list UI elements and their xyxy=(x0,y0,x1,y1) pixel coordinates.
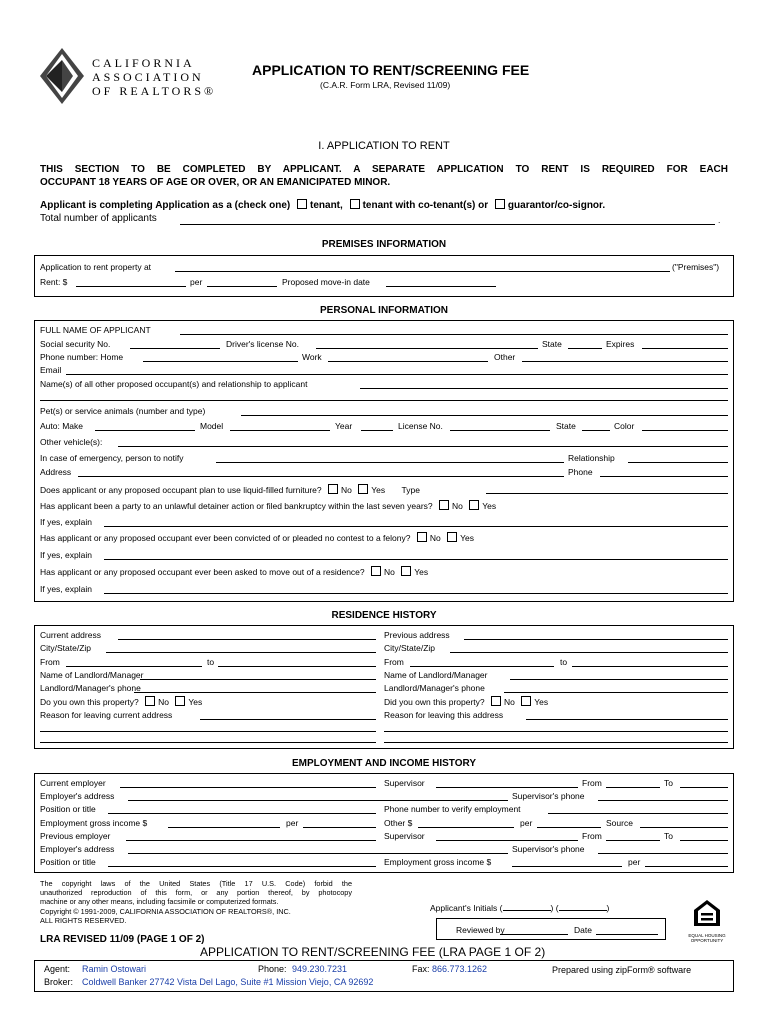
premises-suffix: ("Premises") xyxy=(672,262,720,272)
previous-address-label: Previous address xyxy=(384,630,450,640)
source-field[interactable] xyxy=(640,827,728,828)
previous-address-field[interactable] xyxy=(464,639,728,640)
logo-line-1: CALIFORNIA xyxy=(92,56,195,70)
rent-per-field[interactable] xyxy=(207,286,277,287)
detainer-if-yes-label: If yes, explain xyxy=(40,517,92,527)
equal-housing-logo xyxy=(686,898,728,944)
furniture-yes-label: Yes xyxy=(371,485,386,495)
rent-label: Rent: $ xyxy=(40,277,68,287)
current-landlord-field[interactable] xyxy=(140,679,376,680)
total-applicants-field[interactable] xyxy=(180,224,715,225)
previous-gross-income-per-field[interactable] xyxy=(645,866,728,867)
revised-label: LRA REVISED 11/09 (PAGE 1 OF 2) xyxy=(40,934,205,945)
eho-line-1: EQUAL HOUSING xyxy=(688,933,726,938)
gross-income-per-label: per xyxy=(286,818,299,828)
move-out-row xyxy=(40,566,428,577)
supervisor-phone-field[interactable] xyxy=(598,800,728,801)
email-field[interactable] xyxy=(66,374,728,375)
employment-heading: EMPLOYMENT AND INCOME HISTORY xyxy=(291,758,477,769)
license-field[interactable] xyxy=(450,430,550,431)
full-name-field[interactable] xyxy=(180,334,728,335)
other-income-field[interactable] xyxy=(418,827,514,828)
logo-line-3: OF REALTORS® xyxy=(92,84,217,98)
previous-employer-field[interactable] xyxy=(126,840,376,841)
previous-landlord-phone-field[interactable] xyxy=(504,692,728,693)
felony-row xyxy=(40,532,474,543)
bottom-title: APPLICATION TO RENT/SCREENING FEE (LRA PAGE 1 OF 2) xyxy=(200,945,546,959)
employment-from-label: From xyxy=(582,778,602,788)
current-employer-label: Current employer xyxy=(40,778,106,788)
tenant-label: tenant, xyxy=(310,200,343,211)
felony-explain-field[interactable] xyxy=(104,559,728,560)
previous-from-label-emp: From xyxy=(582,831,602,841)
email-label: Email xyxy=(40,365,62,375)
employment-to-field[interactable] xyxy=(680,787,728,788)
felony-question: Has applicant or any proposed occupant ever been convicted of or pleaded no contest to a felony? xyxy=(40,533,411,543)
year-field[interactable] xyxy=(361,430,393,431)
work-field[interactable] xyxy=(328,361,488,362)
previous-employer-label: Previous employer xyxy=(40,831,111,841)
previous-supervisor-phone-field[interactable] xyxy=(598,853,728,854)
phone-home-field[interactable] xyxy=(143,361,298,362)
current-employer-field[interactable] xyxy=(120,787,376,788)
form-subtitle: (C.A.R. Form LRA, Revised 11/09) xyxy=(320,80,451,90)
detainer-row xyxy=(40,500,496,511)
other-income-per-field[interactable] xyxy=(537,827,601,828)
verify-phone-field[interactable] xyxy=(548,813,728,814)
current-city-field[interactable] xyxy=(106,652,376,653)
emergency-address-field[interactable] xyxy=(78,476,564,477)
previous-to-label: to xyxy=(560,657,568,667)
previous-position-field[interactable] xyxy=(108,866,376,867)
move-out-if-yes-label: If yes, explain xyxy=(40,584,92,594)
previous-employer-address-label: Employer's address xyxy=(40,844,115,854)
logo-line-2: ASSOCIATION xyxy=(92,70,204,84)
expires-label: Expires xyxy=(606,339,635,349)
auto-state-field[interactable] xyxy=(582,430,610,431)
previous-to-field-emp[interactable] xyxy=(680,840,728,841)
rent-field[interactable] xyxy=(76,286,186,287)
reason-previous-label: Reason for leaving this address xyxy=(384,710,504,720)
gross-income-label: Employment gross income $ xyxy=(40,818,148,828)
detainer-no-label: No xyxy=(452,501,463,511)
initials-label xyxy=(430,902,609,913)
premises-heading: PREMISES INFORMATION xyxy=(321,239,447,250)
reviewed-by-field[interactable] xyxy=(500,934,568,935)
property-label: Application to rent property at xyxy=(40,262,152,272)
previous-employer-address-field[interactable] xyxy=(128,853,508,854)
initials-field-2[interactable] xyxy=(559,902,607,911)
move-out-no-label: No xyxy=(384,567,395,577)
reason-current-label: Reason for leaving current address xyxy=(40,710,173,720)
relationship-field[interactable] xyxy=(628,462,728,463)
total-applicants-label: Total number of applicants xyxy=(40,213,157,224)
car-logo xyxy=(36,46,88,106)
initials-mid: ) ( xyxy=(550,903,559,913)
detainer-no-checkbox[interactable] xyxy=(439,500,449,510)
move-out-no-checkbox[interactable] xyxy=(371,566,381,576)
furniture-type-field[interactable] xyxy=(486,493,728,494)
employer-address-field[interactable] xyxy=(128,800,508,801)
furniture-no-checkbox[interactable] xyxy=(328,484,338,494)
felony-if-yes-label: If yes, explain xyxy=(40,550,92,560)
move-out-yes-label: Yes xyxy=(414,567,429,577)
felony-yes-label: Yes xyxy=(460,533,474,543)
year-label: Year xyxy=(335,421,353,431)
own-current-yes-label: Yes xyxy=(188,697,203,707)
position-field[interactable] xyxy=(108,813,376,814)
previous-from-label: From xyxy=(384,657,404,667)
previous-landlord-label: Name of Landlord/Manager xyxy=(384,670,488,680)
own-previous-no-label: No xyxy=(504,697,515,707)
move-in-field[interactable] xyxy=(386,286,496,287)
copyright-line: machine or any other means, including facsimile or computerized formats. xyxy=(40,897,279,907)
dl-state-field[interactable] xyxy=(568,348,602,349)
previous-city-field[interactable] xyxy=(450,652,728,653)
other-vehicles-field[interactable] xyxy=(118,446,728,447)
own-current-row xyxy=(40,696,202,707)
full-name-label: FULL NAME OF APPLICANT xyxy=(40,325,151,335)
reason-current-field-2[interactable] xyxy=(40,731,376,732)
auto-make-field[interactable] xyxy=(95,430,195,431)
employment-to-label: To xyxy=(664,778,673,788)
current-address-label: Current address xyxy=(40,630,101,640)
color-field[interactable] xyxy=(642,430,728,431)
detainer-question: Has applicant been a party to an unlawful detainer action or filed bankruptcy within the last seven years? xyxy=(40,501,433,511)
own-current-no-checkbox[interactable] xyxy=(145,696,155,706)
detainer-yes-label: Yes xyxy=(482,501,497,511)
furniture-row xyxy=(40,484,420,495)
source-label: Source xyxy=(606,818,633,828)
ssn-label: Social security No. xyxy=(40,339,111,349)
emergency-label: In case of emergency, person to notify xyxy=(40,453,184,463)
emergency-field[interactable] xyxy=(216,462,564,463)
move-out-yes-checkbox[interactable] xyxy=(401,566,411,576)
agent-fax[interactable]: 866.773.1262 xyxy=(432,964,488,974)
cotenant-checkbox[interactable] xyxy=(350,199,360,209)
own-previous-row xyxy=(384,696,548,707)
property-field[interactable] xyxy=(175,271,670,272)
eho-line-2: OPPORTUNITY xyxy=(690,938,724,943)
auto-make-label: Auto: Make xyxy=(40,421,83,431)
license-label: License No. xyxy=(398,421,443,431)
emergency-phone-label: Phone xyxy=(568,467,593,477)
current-landlord-label: Name of Landlord/Manager xyxy=(40,670,144,680)
reviewed-by-label: Reviewed by xyxy=(456,925,505,935)
previous-to-field[interactable] xyxy=(572,666,728,667)
intro-line-1: THIS SECTION TO BE COMPLETED BY APPLICANT. A SEPARATE APPLICATION TO RENT IS REQUIRED FOR EACH xyxy=(40,164,728,175)
other-phone-field[interactable] xyxy=(522,361,728,362)
previous-gross-income-label: Employment gross income $ xyxy=(384,857,492,867)
own-previous-yes-checkbox[interactable] xyxy=(521,696,531,706)
position-label: Position or title xyxy=(40,804,96,814)
expires-field[interactable] xyxy=(642,348,728,349)
residence-heading: RESIDENCE HISTORY xyxy=(331,610,437,621)
pets-field[interactable] xyxy=(241,415,728,416)
agent-name[interactable]: Ramin Ostowari xyxy=(82,964,147,974)
furniture-question: Does applicant or any proposed occupant plan to use liquid-filled furniture? xyxy=(40,485,322,495)
current-from-field[interactable] xyxy=(66,666,202,667)
previous-from-field[interactable] xyxy=(410,666,554,667)
dl-field[interactable] xyxy=(316,348,538,349)
move-out-question: Has applicant or any proposed occupant ever been asked to move out of a residence? xyxy=(40,567,365,577)
emergency-phone-field[interactable] xyxy=(600,476,728,477)
felony-no-label: No xyxy=(429,533,441,543)
ssn-field[interactable] xyxy=(130,348,220,349)
supervisor-label: Supervisor xyxy=(384,778,425,788)
phone-home-label: Phone number: Home xyxy=(40,352,124,362)
equal-housing-icon xyxy=(692,898,722,928)
own-current-yes-checkbox[interactable] xyxy=(175,696,185,706)
previous-supervisor-field[interactable] xyxy=(436,840,578,841)
color-label: Color xyxy=(614,421,635,431)
section-heading: I. APPLICATION TO RENT xyxy=(318,140,450,152)
guarantor-label: guarantor/co-signor. xyxy=(507,200,606,211)
initials-close: ) xyxy=(606,903,610,913)
applicant-type-row xyxy=(40,199,605,211)
gross-income-per-field[interactable] xyxy=(303,827,376,828)
current-landlord-phone-label: Landlord/Manager's phone xyxy=(40,683,141,693)
copyright-line: Copyright © 1991-2009, CALIFORNIA ASSOCIATION OF REALTORS®, INC. xyxy=(40,906,291,916)
cotenant-label: tenant with co-tenant(s) or xyxy=(362,200,489,211)
occupants-field[interactable] xyxy=(360,388,728,389)
current-landlord-phone-field[interactable] xyxy=(134,692,376,693)
work-label: Work xyxy=(302,352,322,362)
initials-open: Applicant's Initials ( xyxy=(430,903,503,913)
previous-landlord-field[interactable] xyxy=(510,679,728,680)
check-prompt: Applicant is completing Application as a (check one) xyxy=(40,200,291,211)
other-phone-label: Other xyxy=(494,352,516,362)
previous-to-label-emp: To xyxy=(664,831,673,841)
emergency-address-label: Address xyxy=(40,467,72,477)
own-current-no-label: No xyxy=(158,697,169,707)
fax-label: Fax: xyxy=(412,964,430,974)
agent-label: Agent: xyxy=(44,964,71,974)
logo-name xyxy=(92,56,216,98)
broker-label: Broker: xyxy=(44,977,74,987)
own-current-question: Do you own this property? xyxy=(40,697,139,707)
previous-gross-income-field[interactable] xyxy=(512,866,622,867)
period-mark: . xyxy=(718,215,721,225)
furniture-yes-checkbox[interactable] xyxy=(358,484,368,494)
other-income-label: Other $ xyxy=(384,818,413,828)
initials-field-1[interactable] xyxy=(503,902,551,911)
dl-state-label: State xyxy=(542,339,562,349)
own-previous-no-checkbox[interactable] xyxy=(491,696,501,706)
other-vehicles-label: Other vehicle(s): xyxy=(40,437,103,447)
furniture-type-label: Type xyxy=(401,485,420,495)
supervisor-phone-label: Supervisor's phone xyxy=(512,791,585,801)
previous-position-label: Position or title xyxy=(40,857,96,867)
pets-label: Pet(s) or service animals (number and type) xyxy=(40,406,206,416)
review-date-field[interactable] xyxy=(596,934,658,935)
previous-landlord-phone-label: Landlord/Manager's phone xyxy=(384,683,485,693)
reason-current-field[interactable] xyxy=(200,719,376,720)
current-city-label: City/State/Zip xyxy=(40,643,92,653)
tenant-checkbox[interactable] xyxy=(297,199,307,209)
phone-label: Phone: xyxy=(258,964,287,974)
supervisor-field[interactable] xyxy=(436,787,578,788)
own-previous-question: Did you own this property? xyxy=(384,697,485,707)
personal-heading: PERSONAL INFORMATION xyxy=(320,305,448,316)
gross-income-field[interactable] xyxy=(168,827,280,828)
move-out-explain-field[interactable] xyxy=(104,593,728,594)
occupants-field-2[interactable] xyxy=(40,400,728,401)
detainer-yes-checkbox[interactable] xyxy=(469,500,479,510)
model-label: Model xyxy=(200,421,224,431)
previous-city-label: City/State/Zip xyxy=(384,643,436,653)
furniture-no-label: No xyxy=(341,485,352,495)
own-previous-yes-label: Yes xyxy=(534,697,549,707)
reason-previous-field[interactable] xyxy=(526,719,728,720)
realtor-logo-icon xyxy=(36,46,88,106)
move-in-label: Proposed move-in date xyxy=(282,277,370,287)
form-title: APPLICATION TO RENT/SCREENING FEE xyxy=(252,62,530,78)
previous-supervisor-phone-label: Supervisor's phone xyxy=(512,844,585,854)
other-income-per-label: per xyxy=(520,818,533,828)
verify-phone-label: Phone number to verify employment xyxy=(384,804,521,814)
detainer-explain-field[interactable] xyxy=(104,526,728,527)
broker-info[interactable]: Coldwell Banker 27742 Vista Del Lago, Suite #1 Mission Viejo, CA 92692 xyxy=(82,977,374,987)
reason-previous-field-3[interactable] xyxy=(384,742,728,743)
previous-supervisor-label: Supervisor xyxy=(384,831,425,841)
prepared-using: Prepared using zipForm® software xyxy=(552,965,692,975)
previous-from-field-emp[interactable] xyxy=(606,840,660,841)
dl-label: Driver's license No. xyxy=(226,339,299,349)
guarantor-checkbox[interactable] xyxy=(495,199,505,209)
auto-state-label: State xyxy=(556,421,576,431)
felony-yes-checkbox[interactable] xyxy=(447,532,457,542)
occupants-label: Name(s) of all other proposed occupant(s) and relationship to applicant xyxy=(40,379,308,389)
previous-gross-income-per-label: per xyxy=(628,857,641,867)
rent-per-label: per xyxy=(190,277,203,287)
current-to-label: to xyxy=(207,657,215,667)
reason-current-field-3[interactable] xyxy=(40,742,376,743)
employer-address-label: Employer's address xyxy=(40,791,115,801)
model-field[interactable] xyxy=(230,430,330,431)
review-date-label: Date xyxy=(574,925,592,935)
intro-line-2: OCCUPANT 18 YEARS OF AGE OR OVER, OR AN EMANICIPATED MINOR. xyxy=(40,177,391,188)
employment-from-field[interactable] xyxy=(606,787,660,788)
current-from-label: From xyxy=(40,657,60,667)
copyright-line: The copyright laws of the United States (Title 17 U.S. Code) forbid the xyxy=(40,879,352,888)
felony-no-checkbox[interactable] xyxy=(417,532,427,542)
current-to-field[interactable] xyxy=(218,666,376,667)
copyright-line: ALL RIGHTS RESERVED. xyxy=(40,915,127,925)
reason-previous-field-2[interactable] xyxy=(384,731,728,732)
copyright-line: unauthorized reproduction of this form, or any portion thereof, by photocopy xyxy=(40,888,352,898)
agent-phone[interactable]: 949.230.7231 xyxy=(292,964,348,974)
copyright-notice xyxy=(40,879,352,925)
current-address-field[interactable] xyxy=(118,639,376,640)
relationship-label: Relationship xyxy=(568,453,615,463)
